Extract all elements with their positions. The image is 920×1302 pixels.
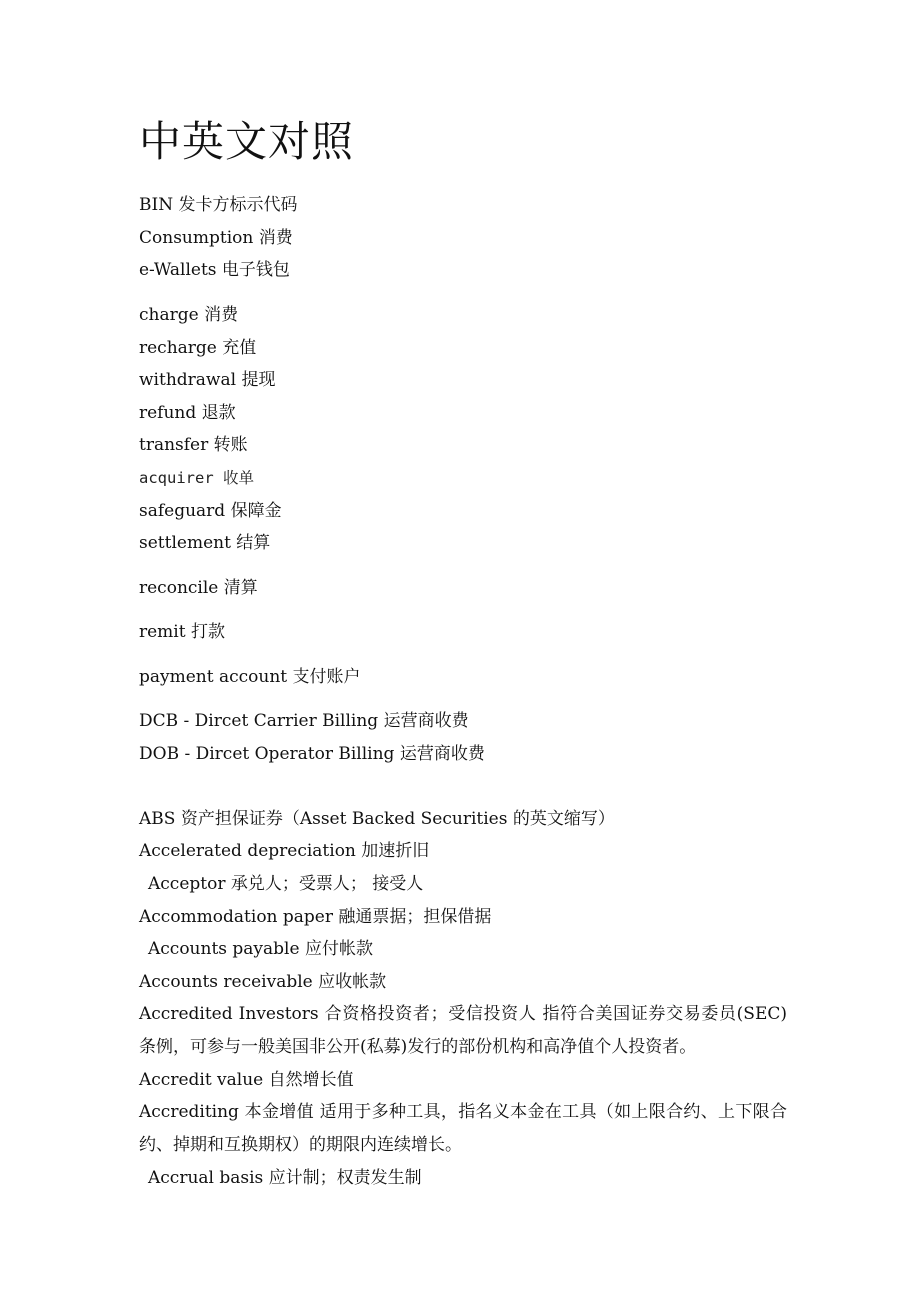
term-accounts-receivable: Accounts receivable 应收帐款	[139, 972, 387, 992]
term-remit: remit 打款	[139, 622, 225, 642]
term-accommodation-paper: Accommodation paper 融通票据；担保借据	[139, 907, 492, 927]
term-dcb: DCB - Dircet Carrier Billing 运营商收费	[139, 711, 469, 731]
term-safeguard: safeguard 保障金	[139, 501, 282, 521]
term-reconcile: reconcile 清算	[139, 578, 258, 598]
term-ewallets: e-Wallets 电子钱包	[139, 260, 290, 280]
term-accrual-basis: Accrual basis 应计制；权责发生制	[148, 1168, 422, 1188]
term-transfer: transfer 转账	[139, 435, 248, 455]
term-abs: ABS 资产担保证券（Asset Backed Securities 的英文缩写）	[139, 809, 615, 829]
page-title: 中英文对照	[139, 117, 355, 166]
term-charge: charge 消费	[139, 305, 239, 325]
term-accrediting: Accrediting 本金增值 适用于多种工具，指名义本金在工具（如上限合约、上下限合约、掉期和互换期权）的期限内连续增长。	[139, 1102, 787, 1155]
term-accredited-investors: Accredited Investors 合资格投资者；受信投资人 指符合美国证券交易委员(SEC)条例，可参与一般美国非公开(私募)发行的部份机构和高净值个人投资者。	[139, 1004, 787, 1057]
term-acceptor: Acceptor 承兑人；受票人； 接受人	[148, 874, 424, 894]
term-withdrawal: withdrawal 提现	[139, 370, 276, 390]
term-acquirer: acquirer 收单	[139, 469, 254, 487]
term-dob: DOB - Dircet Operator Billing 运营商收费	[139, 744, 485, 764]
term-refund: refund 退款	[139, 403, 236, 423]
term-recharge: recharge 充值	[139, 338, 257, 358]
term-payment-account: payment account 支付账户	[139, 667, 361, 687]
term-accredit-value: Accredit value 自然增长值	[139, 1070, 354, 1090]
term-accelerated-depreciation: Accelerated depreciation 加速折旧	[139, 841, 430, 861]
term-bin: BIN 发卡方标示代码	[139, 195, 298, 215]
term-accounts-payable: Accounts payable 应付帐款	[148, 939, 373, 959]
term-consumption: Consumption 消费	[139, 228, 293, 248]
term-settlement: settlement 结算	[139, 533, 271, 553]
